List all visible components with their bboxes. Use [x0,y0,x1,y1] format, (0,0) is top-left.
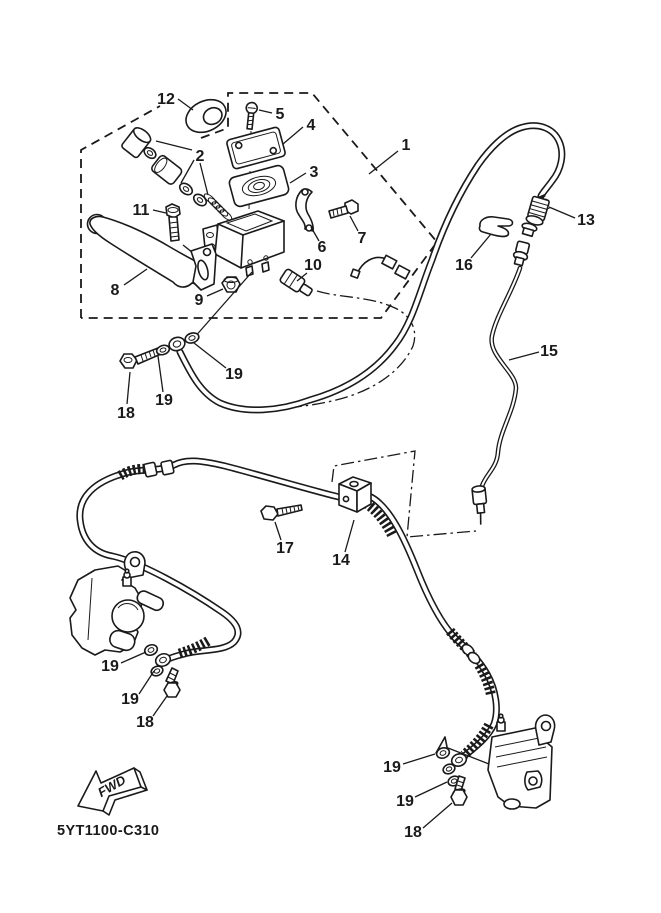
leader-line [181,160,194,183]
leader-line [200,163,208,195]
leader-line [423,803,452,828]
junction-block [339,477,371,512]
part-callout-15: 15 [540,343,558,360]
part-callout-9: 9 [194,292,204,309]
boot [181,93,232,138]
reservoir-screw [244,102,258,130]
fwd-label: FWD [95,772,129,801]
leader-line [350,216,358,231]
part-callout-11: 11 [132,202,150,219]
diaphragm [228,164,290,207]
leader-line [194,343,226,368]
part-callout-8: 8 [110,282,120,299]
part-callout-19: 19 [155,392,173,409]
leader-line [178,99,193,110]
right-banjo-cluster [435,737,489,805]
part-callout-12: 12 [157,91,175,108]
handlebar-clamp [296,189,313,231]
part-callout-19: 19 [121,691,139,708]
leader-line [127,372,130,404]
diagram-code: 5YT1100-C310 [57,823,160,839]
part-callout-19: 19 [101,658,119,675]
fwd-arrow [78,768,147,815]
leader-line [509,352,539,360]
leader-line [283,127,303,144]
part-callout-19: 19 [396,793,414,810]
brake-lever [88,215,217,291]
part-callout-4: 4 [306,117,316,134]
switch-wire [351,255,410,279]
leader-line [345,520,354,552]
lever-nut [222,277,240,292]
part-callout-1: 1 [401,137,411,154]
part-callout-10: 10 [304,257,322,274]
right-caliper [488,714,555,809]
hose-adjuster [520,195,549,238]
leader-line [369,151,398,174]
leader-line [275,522,281,540]
leader-line [471,234,491,258]
pipe-bottom-fitting [472,485,489,524]
part-callout-7: 7 [357,230,367,247]
part-callout-19: 19 [383,759,401,776]
part-callout-18: 18 [136,714,154,731]
leader-line [153,210,166,213]
left-banjo-cluster [143,643,180,697]
part-callout-5: 5 [275,106,285,123]
leader-line [207,289,223,296]
leader-line [415,782,447,797]
leader-line [158,356,163,392]
leader-line [403,754,435,764]
pipe-top-fitting [512,241,531,267]
spring [203,192,234,222]
pivot-bolt [166,204,180,241]
leader-line [549,207,575,218]
right-brake-hose [362,497,496,757]
brake-pipe [472,241,531,525]
hose-clip [479,217,512,237]
clamp-bolt [329,200,358,218]
leader-line [290,173,306,183]
junction-bolt [261,505,302,520]
part-callout-18: 18 [404,824,422,841]
part-callout-17: 17 [276,540,294,557]
part-callout-3: 3 [309,164,319,181]
part-callout-18: 18 [117,405,135,422]
leader-line [259,110,272,113]
leader-line [139,671,154,694]
part-callout-13: 13 [577,212,595,229]
leader-line [153,696,167,716]
leader-line [156,141,192,150]
part-callout-16: 16 [455,257,473,274]
part-callout-2: 2 [195,148,205,165]
part-callout-19: 19 [225,366,243,383]
part-callout-14: 14 [332,552,350,569]
leader-line [121,652,146,663]
part-callout-6: 6 [317,239,327,256]
reservoir-cap [226,127,286,170]
leader-line [124,269,147,285]
